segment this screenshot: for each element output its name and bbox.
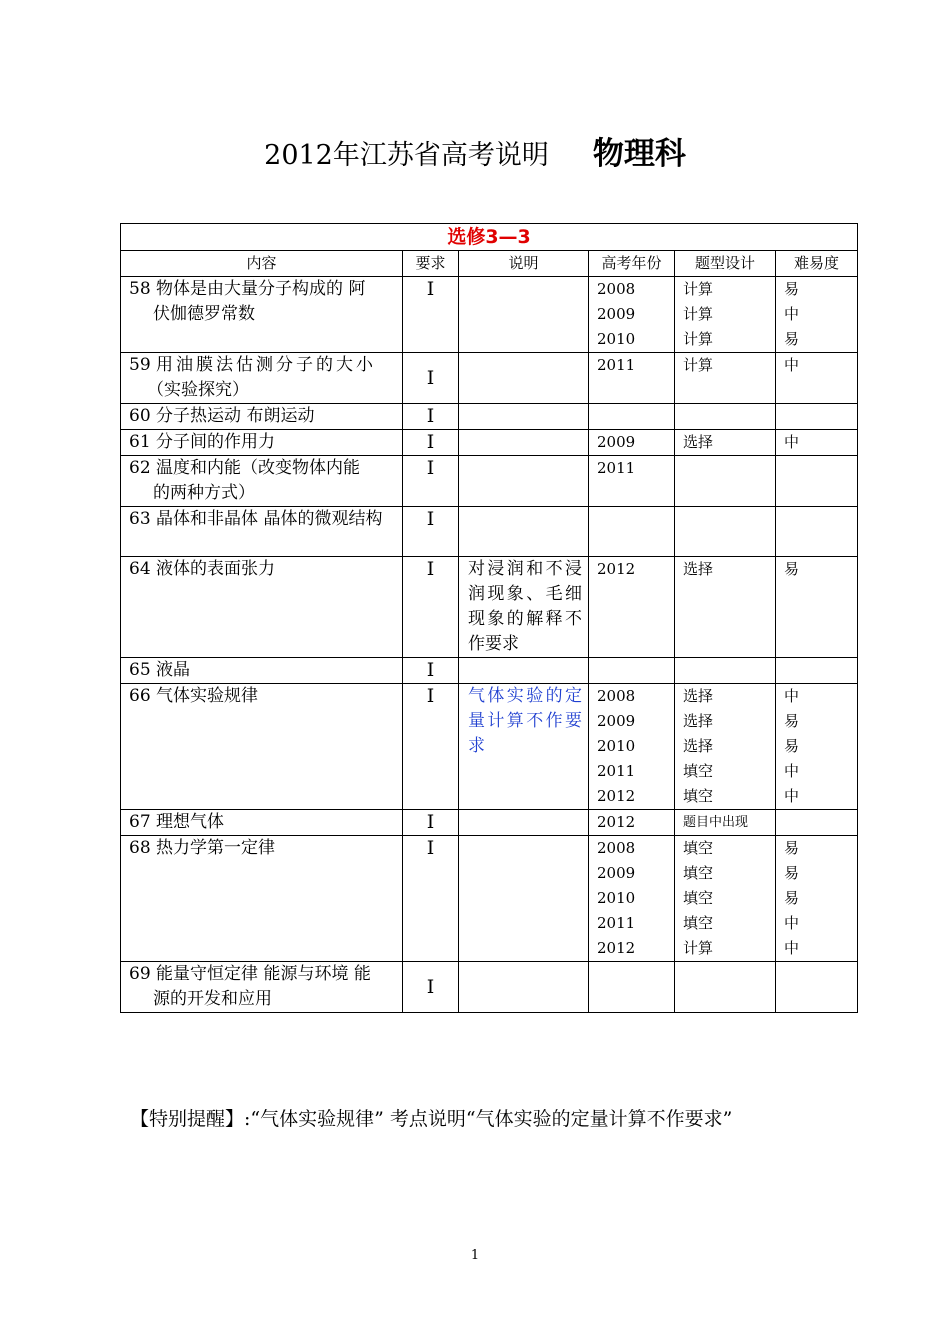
requirement-cell: I <box>403 507 459 557</box>
syllabus-table <box>120 223 858 1013</box>
year: 2009 <box>597 433 636 451</box>
type: 填空 <box>683 762 714 780</box>
difficulty: 易 <box>784 280 800 298</box>
item-text-cont: 源的开发和应用 <box>153 989 272 1009</box>
page-title <box>0 128 950 173</box>
year: 2011 <box>597 356 636 374</box>
item-text: 晶体和非晶体 晶体的微观结构 <box>156 509 383 529</box>
content-cell <box>121 353 403 404</box>
years-cell <box>589 404 675 430</box>
year: 2011 <box>597 762 636 780</box>
difficulty-cell <box>776 810 858 836</box>
item-number: 68 <box>129 838 151 858</box>
table-row <box>121 810 858 836</box>
years-cell <box>589 353 675 404</box>
difficulty: 易 <box>784 330 800 348</box>
title-main: 2012年江苏省高考说明 <box>264 140 549 171</box>
content-cell <box>121 456 403 507</box>
type-cell <box>675 810 776 836</box>
type-cell <box>675 836 776 962</box>
requirement-cell: I <box>403 430 459 456</box>
special-reminder: 【特别提醒】:“气体实验规律” 考点说明“气体实验的定量计算不作要求” <box>130 1108 733 1130</box>
year: 2012 <box>597 560 636 578</box>
content-cell <box>121 277 403 353</box>
table-row <box>121 507 858 557</box>
years-cell <box>589 836 675 962</box>
note-cell <box>459 277 589 353</box>
item-number: 62 <box>129 458 151 478</box>
item-text-cont: 伏伽德罗常数 <box>153 304 255 324</box>
table-row <box>121 430 858 456</box>
years-cell <box>589 430 675 456</box>
requirement-cell: I <box>403 658 459 684</box>
title-subject: 物理科 <box>592 136 686 172</box>
item-text: 温度和内能（改变物体内能 <box>156 458 361 478</box>
years-cell <box>589 962 675 1013</box>
item-text: 气体实验规律 <box>156 686 259 706</box>
requirement-cell: I <box>403 962 459 1013</box>
difficulty-cell <box>776 962 858 1013</box>
year: 2012 <box>597 813 636 831</box>
difficulty: 易 <box>784 737 800 755</box>
year: 2008 <box>597 839 636 857</box>
difficulty-cell <box>776 658 858 684</box>
difficulty: 易 <box>784 889 800 907</box>
years-cell <box>589 277 675 353</box>
table-row <box>121 456 858 507</box>
note-cell: 气体实验的定量计算不作要求 <box>459 684 589 810</box>
item-number: 61 <box>129 432 151 452</box>
item-text: 物体是由大量分子构成的 阿 <box>156 279 366 299</box>
type: 计算 <box>683 305 714 323</box>
difficulty-cell <box>776 507 858 557</box>
type: 计算 <box>683 356 714 374</box>
header-type: 题型设计 <box>675 251 776 277</box>
content-cell <box>121 810 403 836</box>
years-cell <box>589 658 675 684</box>
table-row <box>121 836 858 962</box>
requirement-cell: I <box>403 456 459 507</box>
difficulty: 中 <box>784 914 800 932</box>
difficulty: 中 <box>784 939 800 957</box>
type: 填空 <box>683 839 714 857</box>
content-cell <box>121 658 403 684</box>
difficulty: 中 <box>784 356 800 374</box>
type-cell <box>675 658 776 684</box>
item-number: 58 <box>129 279 151 299</box>
note-cell <box>459 810 589 836</box>
years-cell <box>589 507 675 557</box>
item-number: 60 <box>129 406 151 426</box>
requirement-cell: I <box>403 684 459 810</box>
table-row <box>121 658 858 684</box>
item-number: 63 <box>129 509 151 529</box>
item-text: 理想气体 <box>156 812 225 832</box>
type-cell <box>675 430 776 456</box>
difficulty-cell <box>776 456 858 507</box>
type: 填空 <box>683 787 714 805</box>
requirement-cell: I <box>403 810 459 836</box>
type-cell <box>675 557 776 658</box>
difficulty-cell <box>776 836 858 962</box>
difficulty: 中 <box>784 687 800 705</box>
column-header-row <box>121 251 858 277</box>
year: 2009 <box>597 712 636 730</box>
type: 计算 <box>683 280 714 298</box>
difficulty: 中 <box>784 787 800 805</box>
header-note: 说明 <box>459 251 589 277</box>
page-number: 1 <box>470 1248 480 1263</box>
difficulty-cell <box>776 353 858 404</box>
section-title: 选修3—3 <box>121 224 858 251</box>
table-row <box>121 277 858 353</box>
year: 2008 <box>597 280 636 298</box>
note-cell <box>459 658 589 684</box>
content-cell <box>121 507 403 557</box>
difficulty: 中 <box>784 433 800 451</box>
year: 2008 <box>597 687 636 705</box>
item-number: 64 <box>129 559 151 579</box>
item-number: 65 <box>129 660 151 680</box>
difficulty: 易 <box>784 560 800 578</box>
type: 计算 <box>683 330 714 348</box>
requirement-cell: I <box>403 404 459 430</box>
year: 2010 <box>597 889 636 907</box>
table-row <box>121 557 858 658</box>
type: 填空 <box>683 914 714 932</box>
requirement-cell: I <box>403 277 459 353</box>
content-cell <box>121 836 403 962</box>
item-number: 59 <box>129 355 151 375</box>
years-cell <box>589 456 675 507</box>
note-cell <box>459 430 589 456</box>
header-requirement: 要求 <box>403 251 459 277</box>
content-cell <box>121 430 403 456</box>
type-cell <box>675 962 776 1013</box>
difficulty-cell <box>776 430 858 456</box>
header-difficulty: 难易度 <box>776 251 858 277</box>
note-cell <box>459 507 589 557</box>
difficulty-cell <box>776 684 858 810</box>
content-cell <box>121 962 403 1013</box>
type: 选择 <box>683 737 714 755</box>
item-number: 69 <box>129 964 151 984</box>
difficulty: 中 <box>784 305 800 323</box>
table-row <box>121 404 858 430</box>
item-text: 用油膜法估测分子的大小 <box>156 355 377 375</box>
table-row <box>121 684 858 810</box>
difficulty: 易 <box>784 864 800 882</box>
type: 选择 <box>683 560 714 578</box>
years-cell <box>589 810 675 836</box>
content-cell <box>121 404 403 430</box>
year: 2012 <box>597 787 636 805</box>
note-cell <box>459 353 589 404</box>
type-cell <box>675 684 776 810</box>
type: 选择 <box>683 712 714 730</box>
difficulty: 易 <box>784 839 800 857</box>
difficulty: 易 <box>784 712 800 730</box>
requirement-cell: I <box>403 836 459 962</box>
years-cell <box>589 557 675 658</box>
difficulty-cell <box>776 557 858 658</box>
item-text: 分子间的作用力 <box>156 432 276 452</box>
year: 2009 <box>597 864 636 882</box>
header-content: 内容 <box>121 251 403 277</box>
note-cell <box>459 962 589 1013</box>
type: 计算 <box>683 939 714 957</box>
type: 选择 <box>683 433 714 451</box>
item-text-cont: （实验探究） <box>147 380 249 400</box>
content-cell <box>121 557 403 658</box>
note-cell <box>459 836 589 962</box>
type: 填空 <box>683 864 714 882</box>
difficulty-cell <box>776 277 858 353</box>
item-number: 67 <box>129 812 151 832</box>
year: 2009 <box>597 305 636 323</box>
type: 题目中出现 <box>683 815 749 830</box>
header-years: 高考年份 <box>589 251 675 277</box>
year: 2012 <box>597 939 636 957</box>
requirement-cell: I <box>403 557 459 658</box>
note-cell: 对浸润和不浸润现象、毛细现象的解释不作要求 <box>459 557 589 658</box>
years-cell <box>589 684 675 810</box>
table-row <box>121 353 858 404</box>
year: 2010 <box>597 737 636 755</box>
item-text: 液晶 <box>156 660 191 680</box>
type-cell <box>675 507 776 557</box>
year: 2011 <box>597 459 636 477</box>
section-header-row <box>121 224 858 251</box>
year: 2010 <box>597 330 636 348</box>
table-row <box>121 962 858 1013</box>
difficulty-cell <box>776 404 858 430</box>
type-cell <box>675 277 776 353</box>
type-cell <box>675 404 776 430</box>
note-cell <box>459 456 589 507</box>
note-cell <box>459 404 589 430</box>
requirement-cell: I <box>403 353 459 404</box>
item-number: 66 <box>129 686 151 706</box>
item-text: 液体的表面张力 <box>156 559 276 579</box>
item-text: 能量守恒定律 能源与环境 能 <box>156 964 371 984</box>
type: 选择 <box>683 687 714 705</box>
year: 2011 <box>597 914 636 932</box>
type: 填空 <box>683 889 714 907</box>
item-text: 分子热运动 布朗运动 <box>156 406 315 426</box>
type-cell <box>675 353 776 404</box>
difficulty: 中 <box>784 762 800 780</box>
item-text: 热力学第一定律 <box>156 838 276 858</box>
item-text-cont: 的两种方式） <box>153 483 255 503</box>
type-cell <box>675 456 776 507</box>
content-cell <box>121 684 403 810</box>
